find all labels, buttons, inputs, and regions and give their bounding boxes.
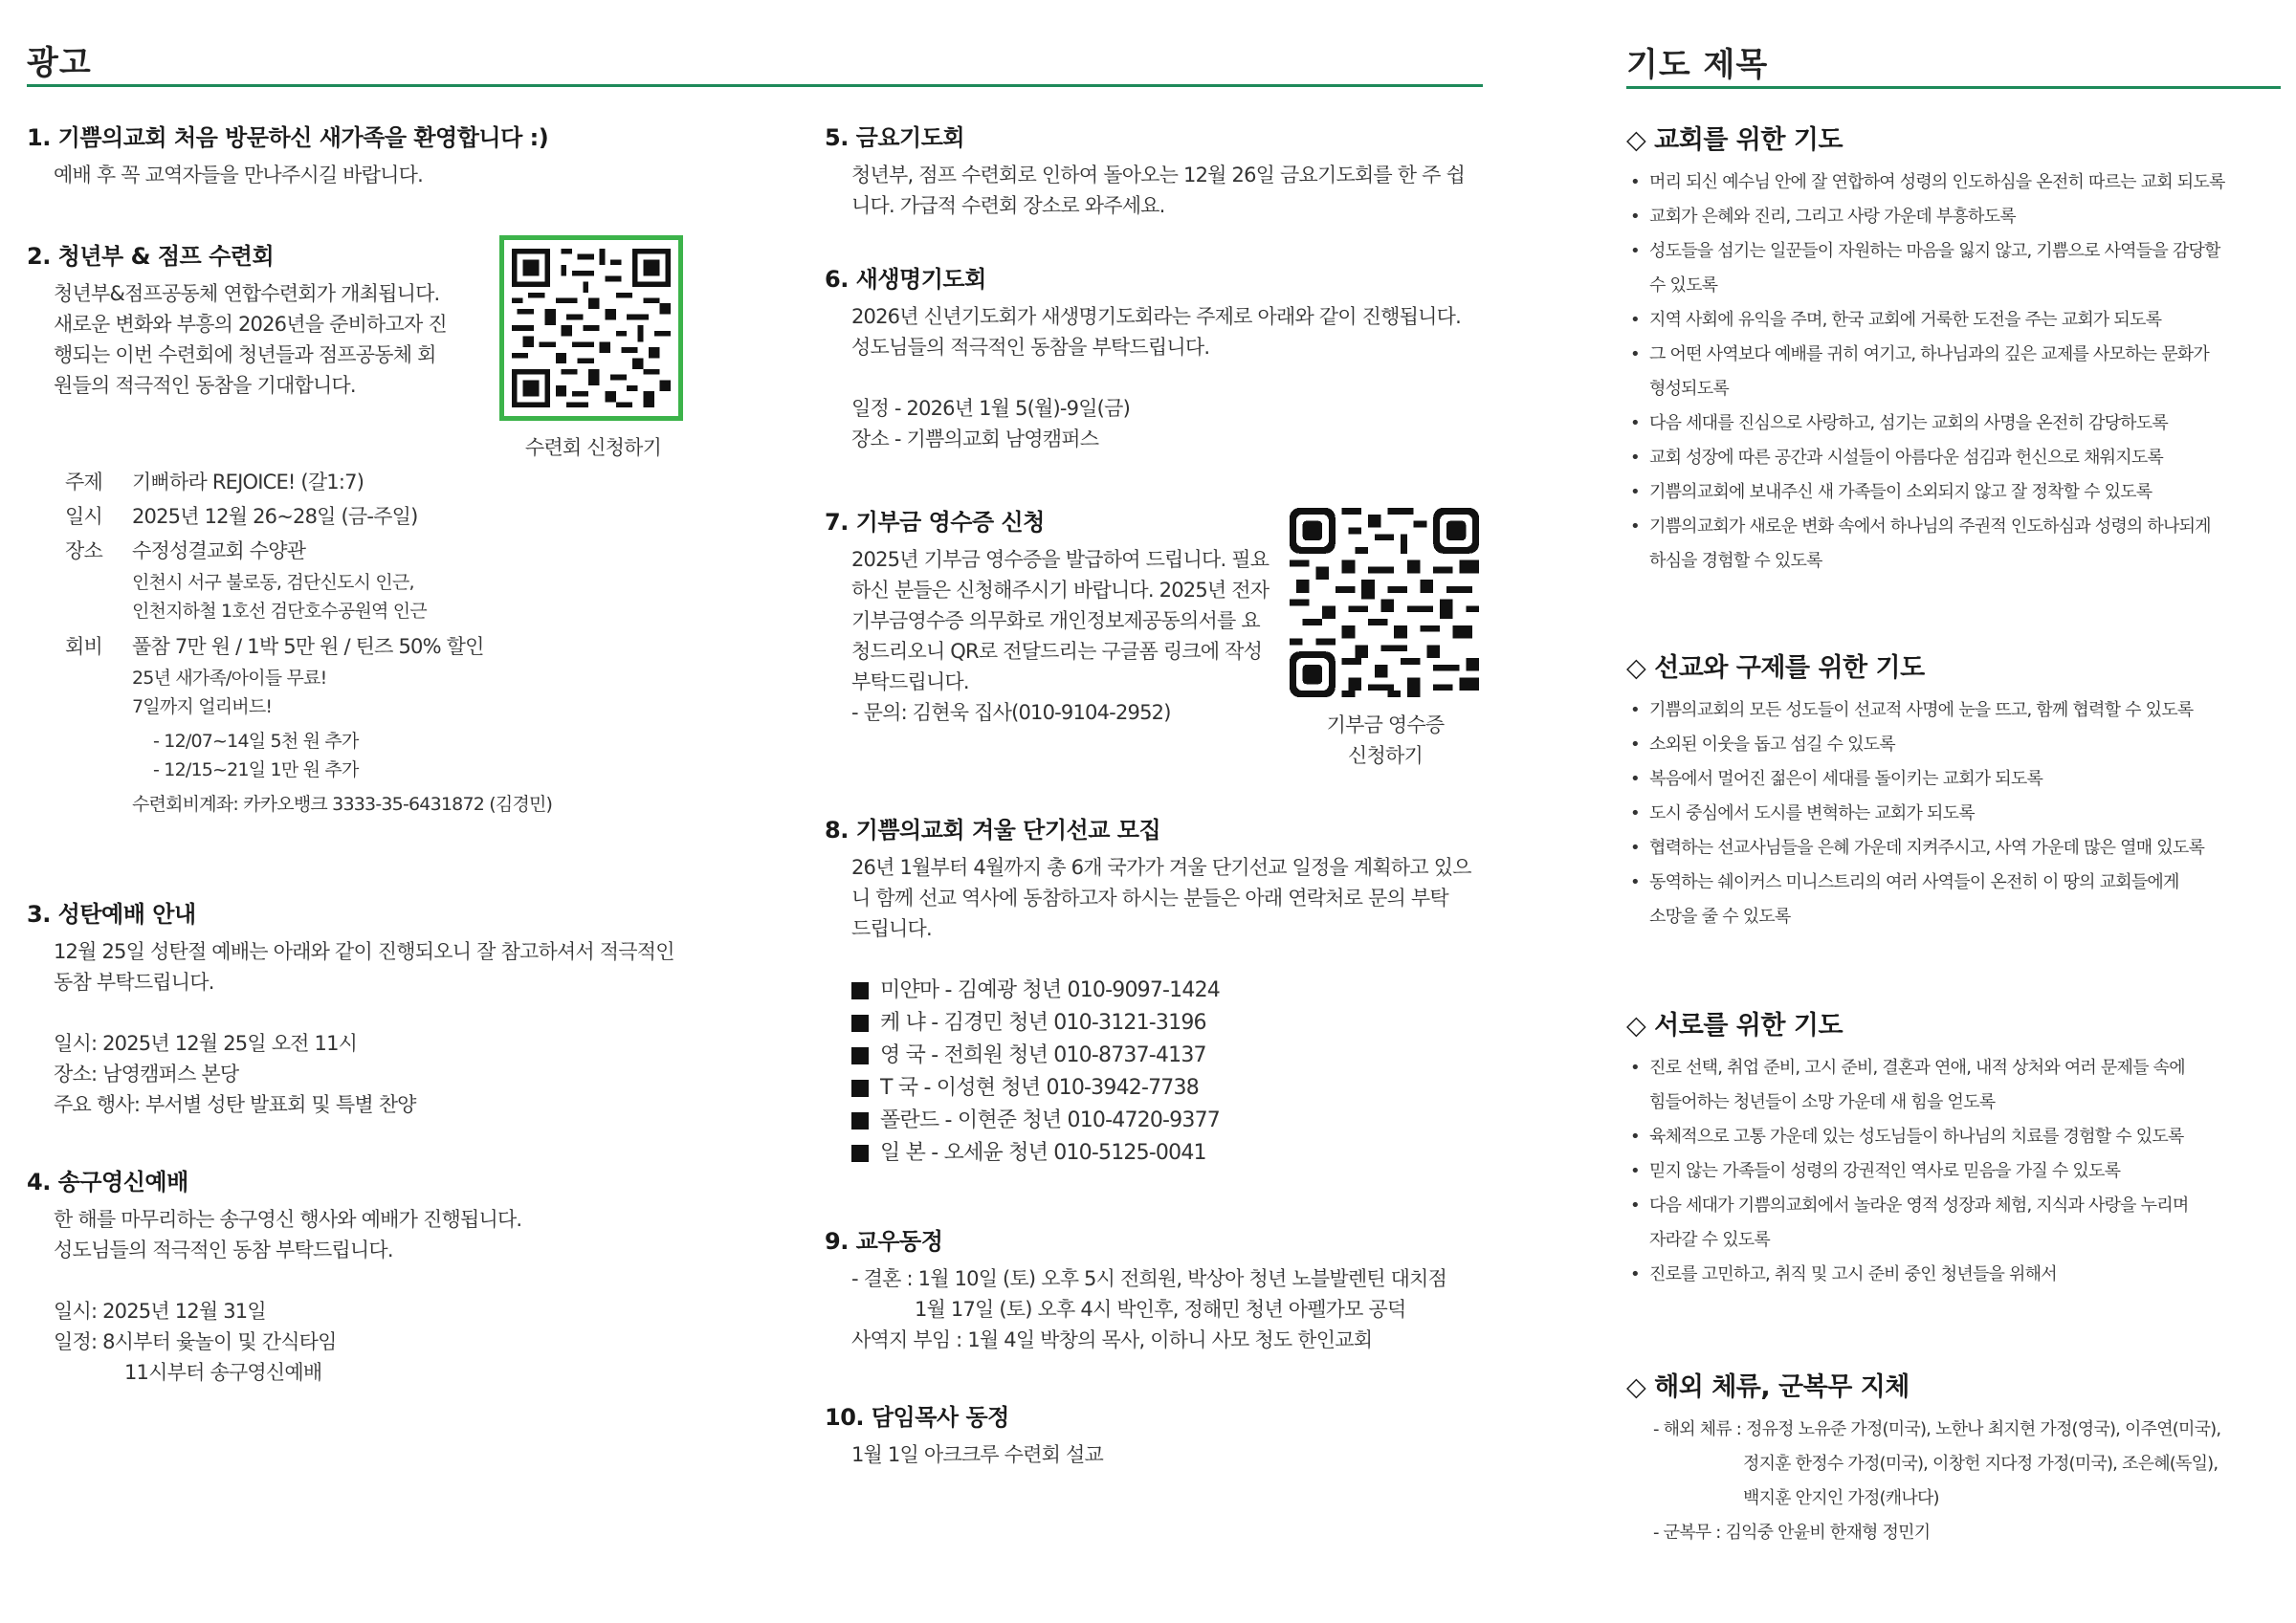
place-key: 장소: [65, 539, 102, 562]
abroad-line: 백지훈 안지인 가정(캐나다): [1743, 1488, 1939, 1508]
section-2-body-line: 새로운 변화와 부흥의 2026년을 준비하고자 진: [54, 313, 447, 336]
fee-value: 풀참 7만 원 / 1박 5만 원 / 틴즈 50% 할인: [132, 635, 484, 658]
mission-contact-item: 일 본 - 오세윤 청년 010-5125-0041: [851, 1137, 1494, 1170]
prayer-item: • 성도들을 섬기는 일꾼들이 자원하는 마음을 잃지 않고, 기쁨으로 사역들을 감당할: [1626, 234, 2286, 269]
section-1-new-family: [27, 119, 792, 190]
section-10-line: 1월 1일 아크크루 수련회 설교: [851, 1443, 1103, 1466]
section-6-detail: 일정 - 2026년 1월 5(월)-9일(금): [851, 397, 1130, 420]
square-bullet-icon: [851, 982, 869, 999]
fee-sub-2: 7일까지 얼리버드!: [132, 696, 273, 717]
date-key: 일시: [65, 505, 102, 528]
prayer-item-cont: 자라갈 수 있도록: [1649, 1230, 1770, 1250]
prayer-church: [1626, 119, 2286, 579]
section-2-heading: 2. 청년부 & 점프 수련회: [27, 243, 275, 270]
mission-contact-item: T 국 - 이성현 청년 010-3942-7738: [851, 1072, 1494, 1105]
prayer-item: • 소외된 이웃을 돕고 섬길 수 있도록: [1626, 728, 2286, 762]
prayer-item-cont: 형성되도록: [1649, 379, 1729, 399]
prayer-item: • 다음 세대를 진심으로 사랑하고, 섬기는 교회의 사명을 온전히 감당하도록: [1626, 406, 2286, 441]
section-7-body-line: 하신 분들은 신청해주시기 바랍니다. 2025년 전자: [851, 579, 1269, 602]
square-bullet-icon: [851, 1047, 869, 1064]
section-4-body-line: 성도님들의 적극적인 동참 부탁드립니다.: [54, 1239, 393, 1261]
military-line: - 군복무 : 김익중 안윤비 한재형 정민기: [1653, 1523, 1931, 1543]
place-sub-1: 인천시 서구 불로동, 검단신도시 인근,: [132, 572, 414, 593]
prayer-church-list: [1626, 165, 2286, 579]
section-4-detail: 일정: 8시부터 윷놀이 및 간식타임: [54, 1330, 337, 1353]
qr-code-icon: [1290, 507, 1479, 698]
retreat-fee-row: [65, 629, 792, 664]
section-3-body-line: 동참 부탁드립니다.: [54, 971, 214, 994]
section-3-detail: 일시: 2025년 12월 25일 오전 11시: [54, 1032, 358, 1055]
prayer-item: • 동역하는 쉐이커스 미니스트리의 여러 사역들이 온전히 이 땅의 교회들에게: [1626, 866, 2286, 900]
donation-qr-label-line2: 신청하기: [1348, 744, 1423, 767]
prayer-item: • 머리 되신 예수님 안에 잘 연합하여 성령의 인도하심을 온전히 따르는 교회 되도록: [1626, 165, 2286, 200]
section-4-body-line: 한 해를 마무리하는 송구영신 행사와 예배가 진행됩니다.: [54, 1208, 522, 1231]
retreat-theme-row: [65, 465, 792, 499]
prayer-item: • 교회가 은혜와 진리, 그리고 사랑 가운데 부흥하도록: [1626, 200, 2286, 234]
section-7-body-line: 기부금영수증 의무화로 개인정보제공동의서를 요: [851, 609, 1260, 632]
section-6-heading: 6. 새생명기도회: [825, 266, 986, 293]
section-4-detail: 일시: 2025년 12월 31일: [54, 1300, 266, 1323]
section-8-heading: 8. 기쁨의교회 겨울 단기선교 모집: [825, 817, 1161, 844]
section-5-body-line: 니다. 가급적 수련회 장소로 와주세요.: [851, 194, 1165, 217]
square-bullet-icon: [851, 1015, 869, 1032]
donation-qr-label: [1270, 710, 1500, 771]
prayer-mission: [1626, 647, 2286, 934]
abroad-line: - 해외 체류 : 정유정 노유준 가정(미국), 노한나 최지현 가정(영국), 이주연(미국),: [1653, 1419, 2221, 1439]
fee-key: 회비: [65, 635, 102, 658]
section-8-body-line: 26년 1월부터 4월까지 총 6개 국가가 겨울 단기선교 일정을 계획하고 있으: [851, 856, 1471, 879]
section-7-body-line: 2025년 기부금 영수증을 발급하여 드립니다. 필요: [851, 548, 1269, 571]
prayer-title-rule: [1626, 86, 2281, 89]
abroad-line: 정지훈 한정수 가정(미국), 이창헌 지다정 가정(미국), 조은혜(독일),: [1743, 1454, 2219, 1474]
section-2-body-line: 행되는 이번 수련회에 청년들과 점프공동체 회: [54, 343, 436, 366]
section-4-heading: 4. 송구영신예배: [27, 1169, 188, 1195]
section-3-heading: 3. 성탄예배 안내: [27, 901, 196, 928]
theme-key: 주제: [65, 471, 102, 493]
square-bullet-icon: [851, 1112, 869, 1130]
mission-contact-item: 폴란드 - 이현준 청년 010-4720-9377: [851, 1105, 1494, 1137]
prayer-item: • 진로를 고민하고, 취직 및 고시 준비 중인 청년들을 위해서: [1626, 1258, 2286, 1292]
square-bullet-icon: [851, 1080, 869, 1097]
mission-contact-list: [825, 975, 1494, 1170]
section-8-body-line: 드립니다.: [851, 917, 932, 940]
mission-contact-item: 케 냐 - 김경민 청년 010-3121-3196: [851, 1007, 1494, 1040]
prayer-each-other-list: [1626, 1051, 2286, 1292]
section-9-heading: 9. 교우동정: [825, 1228, 943, 1255]
section-10-heading: 10. 담임목사 동정: [825, 1404, 1009, 1431]
prayer-item: • 믿지 않는 가족들이 성령의 강권적인 역사로 믿음을 가질 수 있도록: [1626, 1154, 2286, 1189]
prayer-church-heading: ◇ 교회를 위한 기도: [1626, 125, 1843, 155]
theme-value: 기뻐하라 REJOICE! (갈1:7): [132, 471, 364, 493]
date-value: 2025년 12월 26~28일 (금-주일): [132, 505, 418, 528]
section-9-line: 1월 17일 (토) 오후 4시 박인후, 정해민 청년 아펠가모 공덕: [915, 1298, 1406, 1321]
prayer-item: • 기쁨의교회에 보내주신 새 가족들이 소외되지 않고 잘 정착할 수 있도록: [1626, 475, 2286, 510]
prayer-abroad: [1626, 1366, 2286, 1550]
section-9-line: 사역지 부임 : 1월 4일 박창의 목사, 이하니 사모 청도 한인교회: [851, 1328, 1373, 1351]
section-2-body-line: 청년부&점프공동체 연합수련회가 개최됩니다.: [54, 282, 440, 305]
retreat-details: [65, 465, 792, 819]
section-7-donation-receipt: [825, 503, 1284, 728]
prayer-each-other-heading: ◇ 서로를 위한 기도: [1626, 1011, 1843, 1041]
section-7-heading: 7. 기부금 영수증 신청: [825, 509, 1045, 536]
section-7-contact: - 문의: 김현욱 집사(010-9104-2952): [851, 701, 1171, 724]
qr-code-icon: [512, 248, 671, 408]
section-4-detail: 11시부터 송구영신예배: [124, 1361, 322, 1384]
prayer-title: 기도 제목: [1626, 46, 1769, 84]
square-bullet-icon: [851, 1145, 869, 1162]
section-1-body: 예배 후 꼭 교역자들을 만나주시길 바랍니다.: [54, 164, 423, 186]
prayer-item-cont: 힘들어하는 청년들이 소망 가운데 새 힘을 얻도록: [1649, 1092, 1996, 1112]
section-6-detail: 장소 - 기쁨의교회 남영캠퍼스: [851, 428, 1099, 450]
ads-title-rule: [27, 84, 1483, 87]
section-9-member-news: [825, 1222, 1494, 1355]
section-10-pastor-news: [825, 1398, 1494, 1470]
fee-sub-1: 25년 새가족/아이들 무료!: [132, 668, 327, 689]
section-6-body-line: 2026년 신년기도회가 새생명기도회라는 주제로 아래와 같이 진행됩니다.: [851, 305, 1461, 328]
section-3-detail: 장소: 남영캠퍼스 본당: [54, 1063, 239, 1086]
retreat-date-row: [65, 499, 792, 534]
prayer-mission-heading: ◇ 선교와 구제를 위한 기도: [1626, 653, 1925, 683]
section-6-body-line: 성도님들의 적극적인 동참을 부탁드립니다.: [851, 336, 1210, 359]
section-8-winter-mission: [825, 811, 1494, 1170]
prayer-mission-list: [1626, 693, 2286, 934]
section-1-heading: 1. 기쁨의교회 처음 방문하신 새가족을 환영합니다 :): [27, 124, 549, 151]
mission-contact-item: 미얀마 - 김예광 청년 010-9097-1424: [851, 975, 1494, 1007]
prayer-item: • 그 어떤 사역보다 예배를 귀히 여기고, 하나님과의 깊은 교제를 사모하는 문화가: [1626, 338, 2286, 372]
section-7-body-line: 부탁드립니다.: [851, 670, 969, 693]
section-8-body-line: 니 함께 선교 역사에 동참하고자 하시는 분들은 아래 연락처로 문의 부탁: [851, 887, 1448, 910]
section-4-new-year: [27, 1163, 792, 1388]
section-3-detail: 주요 행사: 부서별 성탄 발표회 및 특별 찬양: [54, 1093, 416, 1116]
prayer-item: • 지역 사회에 유익을 주며, 한국 교회에 거룩한 도전을 주는 교회가 되도록: [1626, 303, 2286, 338]
prayer-item: • 다음 세대가 기쁨의교회에서 놀라운 영적 성장과 체험, 지식과 사랑을 누리며: [1626, 1189, 2286, 1223]
section-7-body-line: 청드리오니 QR로 전달드리는 구글폼 링크에 작성: [851, 640, 1263, 663]
section-3-christmas: [27, 895, 792, 1120]
donation-qr-label-line1: 기부금 영수증: [1326, 713, 1445, 736]
prayer-abroad-heading: ◇ 해외 체류, 군복무 지체: [1626, 1372, 1910, 1402]
prayer-each-other: [1626, 1004, 2286, 1292]
section-6-new-life-prayer: [825, 260, 1494, 454]
prayer-item: • 육체적으로 고통 가운데 있는 성도님들이 하나님의 치료를 경험할 수 있도록: [1626, 1120, 2286, 1154]
section-5-heading: 5. 금요기도회: [825, 124, 965, 151]
section-9-line: - 결혼 : 1월 10일 (토) 오후 5시 전희원, 박상아 청년 노블발렌틴 대치점: [851, 1267, 1447, 1290]
prayer-item-cont: 소망을 줄 수 있도록: [1649, 907, 1791, 927]
section-2-body-line: 원들의 적극적인 동참을 기대합니다.: [54, 374, 356, 397]
prayer-item-cont: 하심을 경험할 수 있도록: [1649, 551, 1822, 571]
place-sub-2: 인천지하철 1호선 검단호수공원역 인근: [132, 601, 427, 622]
section-5-body-line: 청년부, 점프 수련회로 인하여 돌아오는 12월 26일 금요기도회를 한 주 쉽: [851, 164, 1465, 186]
prayer-item: • 기쁨의교회의 모든 성도들이 선교적 사명에 눈을 뜨고, 함께 협력할 수 있도록: [1626, 693, 2286, 728]
place-value: 수정성결교회 수양관: [132, 539, 306, 562]
fee-sub-3: - 12/07~14일 5천 원 추가: [153, 731, 359, 752]
prayer-item: • 도시 중심에서 도시를 변혁하는 교회가 되도록: [1626, 797, 2286, 831]
prayer-item: • 기쁨의교회가 새로운 변화 속에서 하나님의 주권적 인도하심과 성령의 하나되게: [1626, 510, 2286, 544]
retreat-place-row: [65, 534, 792, 568]
mission-contact-item: 영 국 - 전희원 청년 010-8737-4137: [851, 1040, 1494, 1072]
section-5-friday-prayer: [825, 119, 1494, 221]
prayer-item: • 교회 성장에 따른 공간과 시설들이 아름다운 섬김과 헌신으로 채워지도록: [1626, 441, 2286, 475]
prayer-item-cont: 수 있도록: [1649, 275, 1718, 296]
prayer-item: • 협력하는 선교사님들을 은혜 가운데 지켜주시고, 사역 가운데 많은 열매 있도록: [1626, 831, 2286, 866]
prayer-item: • 진로 선택, 취업 준비, 고시 준비, 결혼과 연애, 내적 상처와 여러 문제들 속에: [1626, 1051, 2286, 1086]
fee-sub-4: - 12/15~21일 1만 원 추가: [153, 759, 359, 780]
ads-title: 광고: [27, 44, 92, 82]
retreat-qr-label: 수련회 신청하기: [524, 436, 662, 459]
section-3-body-line: 12월 25일 성탄절 예배는 아래와 같이 진행되오니 잘 참고하셔서 적극적인: [54, 940, 674, 963]
retreat-account: 수련회비계좌: 카카오뱅크 3333-35-6431872 (김경민): [132, 794, 553, 815]
retreat-qr-code[interactable]: [499, 235, 683, 421]
prayer-item: • 복음에서 멀어진 젊은이 세대를 돌이키는 교회가 되도록: [1626, 762, 2286, 797]
donation-qr-code[interactable]: [1290, 507, 1479, 698]
